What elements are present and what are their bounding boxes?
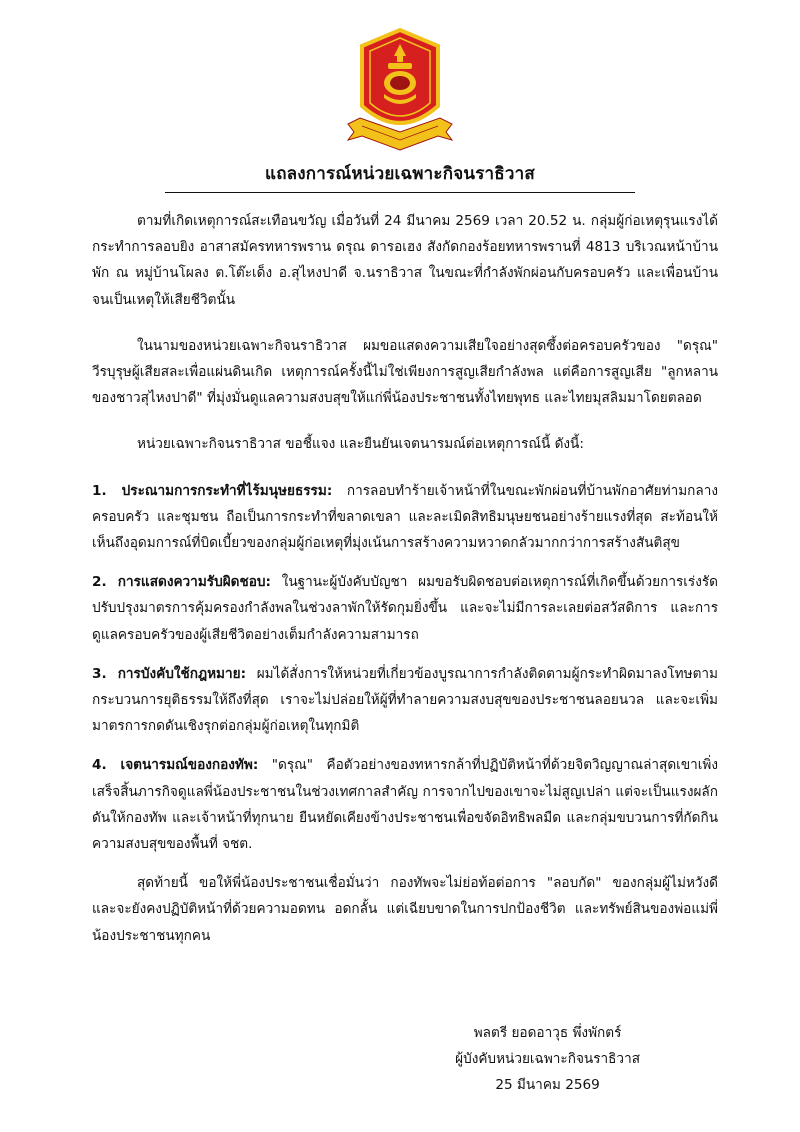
unit-emblem xyxy=(340,28,460,160)
point-army-intent xyxy=(92,752,718,857)
paragraph-condolence: ในนามของหน่วยเฉพาะกิจนราธิวาส ผมขอแสดงความเสียใจอย่างสุดซึ้งต่อครอบครัวของ "ดรุณ" วีรบุรุษผู้เสียสละเพื่อแผ่นดินเกิด เหตุการณ์ครั้งนี้ไม่ใช่เพียงการสูญเสียกำลังพล แต่คือการสูญเสีย "ลูกหลานของชาวสุไหงปาดี" ที่มุ่งมั่นดูแลความสงบสุขให้แก่พี่น้องประชาชนทั้งไทยพุทธ และไทยมุสลิมมาโดยตลอด xyxy=(92,337,718,407)
paragraph-closing: สุดท้ายนี้ ขอให้พี่น้องประชาชนเชื่อมั่นว่า กองทัพจะไม่ย่อท้อต่อการ "ลอบกัด" ของกลุ่มผู้ไม่หวังดี และจะยังคงปฏิบัติหน้าที่ด้วยความอดทน อดกลั้น แต่เฉียบขาดในการปกป้องชีวิต และทรัพย์สินของพ่อแม่พี่น้องประชาชนทุกคน xyxy=(92,875,718,944)
point-text: "ดรุณ" คือตัวอย่างของทหารกล้าที่ปฏิบัติหน้าที่ด้วยจิตวิญญาณล่าสุดเขาเพิ่งเสร็จสิ้นภารกิจดูแลพี่น้องประชาชนในช่วงเทศกาลสำคัญ การจากไปของเขาจะไม่สูญเปล่า แต่จะเป็นแรงผลักดันให้กองทัพ และเจ้าหน้าที่ทุกนาย ยืนหยัดเคียงข้างประชาชนเพื่อขจัดอิทธิพลมืด และกลุ่มขบวนการที่กัดกินความสงบสุขของพื้นที่ จชต. xyxy=(92,757,718,853)
point-heading: 2. การแสดงความรับผิดชอบ: xyxy=(92,574,271,591)
point-text: การลอบทำร้ายเจ้าหน้าที่ในขณะพักผ่อนที่บ้านพักอาศัยท่ามกลางครอบครัว และชุมชน ถือเป็นการกระทำที่ขลาดเขลา และละเมิดสิทธิมนุษยชนอย่างร้ายแรงที่สุด สะท้อนให้เห็นถึงอุดมการณ์ที่บิดเบี้ยวของกลุ่มผู้ก่อเหตุที่มุ่งเน้นการสร้างความหวาดกลัวมากกว่าการสร้างสันติสุข xyxy=(92,482,718,552)
signatory-name: พลตรี ยอดอาวุธ พึ่งพักตร์ xyxy=(473,1025,622,1041)
point-heading: 1. ประณามการกระทำที่ไร้มนุษยธรรม: xyxy=(92,482,333,499)
signature-block xyxy=(455,1020,640,1098)
point-law-enforcement xyxy=(92,661,718,740)
unit-emblem-graphic xyxy=(340,28,460,160)
statement-body xyxy=(92,208,718,949)
point-condemn xyxy=(92,478,718,557)
point-responsibility xyxy=(92,569,718,648)
title-divider xyxy=(165,192,635,193)
signature-date: 25 มีนาคม 2569 xyxy=(495,1077,600,1093)
paragraph-incident: ตามที่เกิดเหตุการณ์สะเทือนขวัญ เมื่อวันที่ 24 มีนาคม 2569 เวลา 20.52 น. กลุ่มผู้ก่อเหตุรุนแรงได้กระทำการลอบยิง อาสาสมัครทหารพราน ดรุณ ดารอเฮง สังกัดกองร้อยทหารพรานที่ 4813 บริเวณหน้าบ้านพัก ณ หมู่บ้านโผลง ต.โต๊ะเด็ง อ.สุไหงปาดี จ.นราธิวาส ในขณะที่กำลังพักผ่อนกับครอบครัว และเพื่อนบ้าน จนเป็นเหตุให้เสียชีวิตนั้น xyxy=(92,213,718,308)
signatory-position: ผู้บังคับหน่วยเฉพาะกิจนราธิวาส xyxy=(455,1051,640,1067)
document-title: แถลงการณ์หน่วยเฉพาะกิจนราธิวาส xyxy=(265,164,535,184)
point-text: ในฐานะผู้บังคับบัญชา ผมขอรับผิดชอบต่อเหตุการณ์ที่เกิดขึ้นด้วยการเร่งรัดปรับปรุงมาตรการคุ้มครองกำลังพลในช่วงลาพักให้รัดกุมยิ่งขึ้น และจะไม่มีการละเลยต่อสวัสดิการ และการดูแลครอบครัวของผู้เสียชีวิตอย่างเต็มกำลังความสามารถ xyxy=(92,574,719,643)
point-heading: 3. การบังคับใช้กฎหมาย: xyxy=(92,665,247,682)
paragraph-intro: หน่วยเฉพาะกิจนราธิวาส ขอชี้แจง และยืนยันเจตนารมณ์ต่อเหตุการณ์นี้ ดังนี้: xyxy=(137,436,584,453)
point-heading: 4. เจตนารมณ์ของกองทัพ: xyxy=(92,757,259,774)
point-text: ผมได้สั่งการให้หน่วยที่เกี่ยวข้องบูรณาการกำลังติดตามผู้กระทำผิดมาลงโทษตามกระบวนการยุติธรรมให้ถึงที่สุด เราจะไม่ปล่อยให้ผู้ที่ทำลายความสงบสุขของประชาชนลอยนวล และจะเพิ่มมาตรการกดดันเชิงรุกต่อกลุ่มผู้ก่อเหตุในทุกมิติ xyxy=(92,665,718,735)
